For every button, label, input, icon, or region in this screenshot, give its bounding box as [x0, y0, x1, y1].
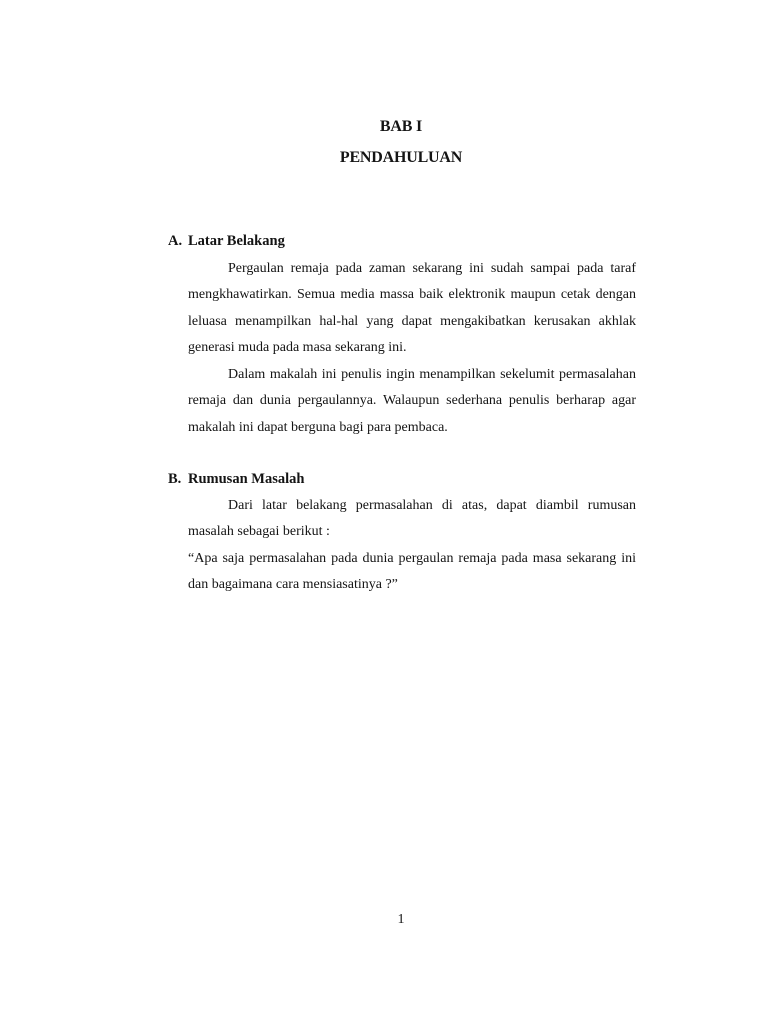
page-number: 1	[397, 912, 405, 927]
paragraph: Pergaulan remaja pada zaman sekarang ini sudah sampai pada taraf mengkhawatirkan. Semua media massa baik elektronik maupun cetak dengan leluasa menampilkan hal-hal yang dapat mengakibatkan kerusakan akhlak generasi muda pada masa sekarang ini.	[188, 261, 636, 356]
section-heading-rumusan-masalah	[168, 471, 304, 488]
section-title: Latar Belakang	[188, 233, 285, 249]
section-letter: A.	[168, 233, 183, 249]
paragraph: Dalam makalah ini penulis ingin menampilkan sekelumit permasalahan remaja dan dunia pergaulannya. Walaupun sederhana penulis berharap agar makalah ini dapat berguna bagi para pembaca.	[188, 367, 636, 435]
chapter-title: PENDAHULUAN	[339, 149, 463, 166]
section-title: Rumusan Masalah	[188, 471, 305, 487]
section-heading-latar-belakang	[168, 233, 285, 250]
chapter-label: BAB I	[379, 118, 423, 135]
problem-statement-quote: “Apa saja permasalahan pada dunia pergaulan remaja pada masa sekarang ini dan bagaimana cara mensiasatinya ?”	[188, 551, 636, 593]
section-letter: B.	[168, 471, 182, 487]
paragraph: Dari latar belakang permasalahan di atas, dapat diambil rumusan masalah sebagai berikut :	[188, 498, 636, 540]
